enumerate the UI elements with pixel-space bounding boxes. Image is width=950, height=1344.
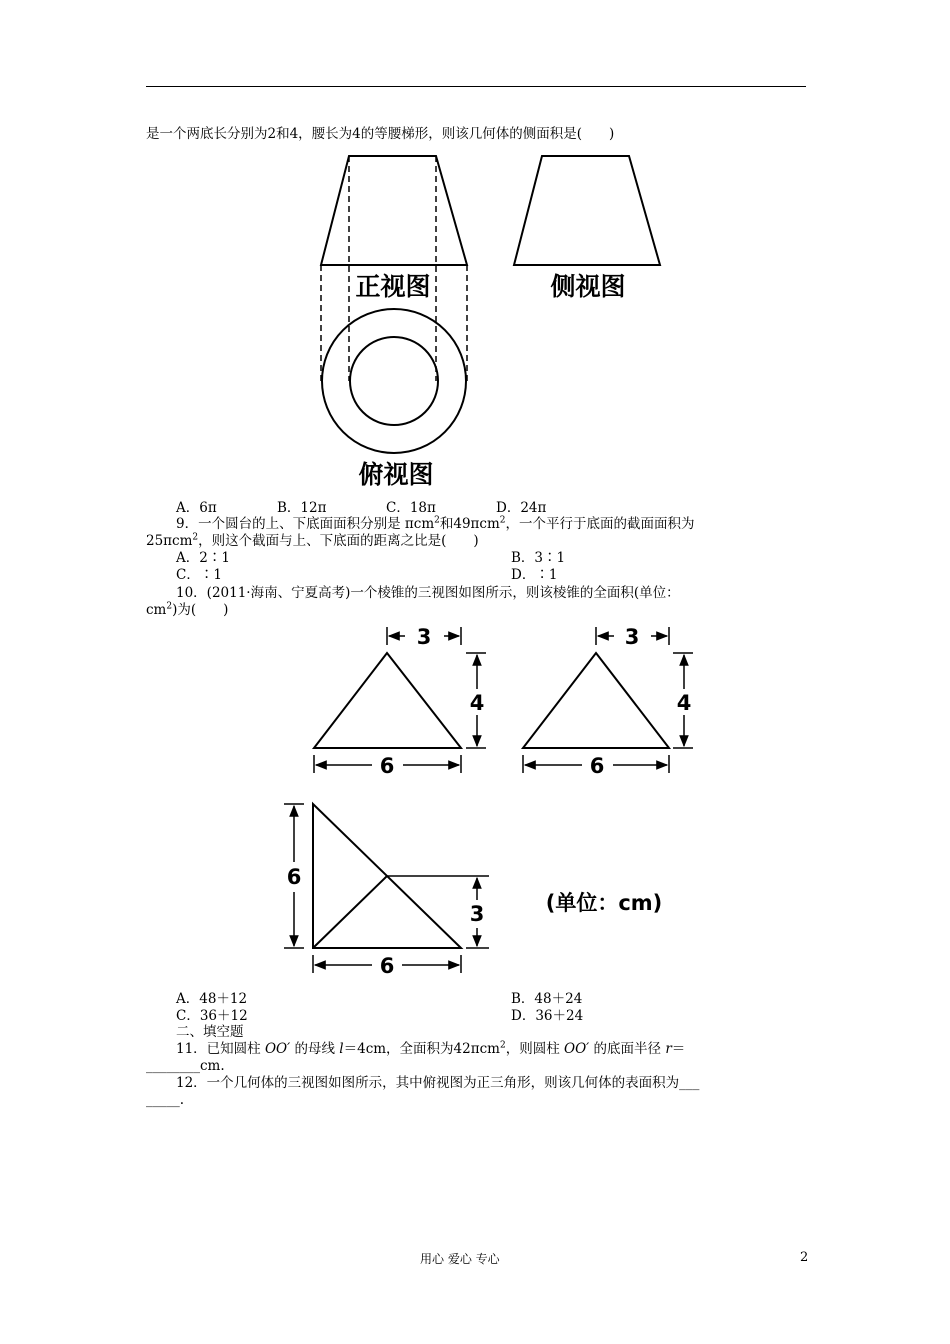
front-base-dim-label: 6 xyxy=(379,754,395,778)
pyramid-front-triangle xyxy=(314,653,461,748)
q11-line2: ________cm. xyxy=(146,1058,225,1074)
q8-option-a: A．6π xyxy=(176,500,217,516)
footer-text: 用心 爱心 专心 xyxy=(420,1252,500,1266)
q9-option-a: A．2∶1 xyxy=(176,550,230,566)
q11-line1: 11．已知圆柱 OO′ 的母线 l＝4cm，全面积为42πcm$^2$，则圆柱 OO′ 的底面半径 r＝ xyxy=(176,1040,686,1057)
section-heading: 二、填空题 xyxy=(176,1024,244,1040)
q8-option-c: C．18π xyxy=(386,500,436,516)
front-top-dim-label: 3 xyxy=(416,625,432,649)
front-view-label: 正视图 xyxy=(355,272,431,301)
q9-option-c: C．∶1 xyxy=(176,567,222,583)
front-height-dim-label: 4 xyxy=(469,691,485,715)
q9-line1: 9．一个圆台的上、下底面面积分别是 πcm$^2$和49πcm$^2$，一个平行于底面的截面面积为 xyxy=(176,515,695,532)
q10-line2: $cm^2$)为( ) xyxy=(146,601,229,618)
q10-option-d: D．36＋24 xyxy=(511,1008,584,1024)
q12-line2: _____. xyxy=(146,1092,185,1108)
q10-option-c: C．36＋12 xyxy=(176,1008,248,1024)
q10-line1: 10．(2011·海南、宁夏高考)一个棱锥的三视图如图所示，则该棱锥的全面积(单位： xyxy=(176,585,680,601)
q9-line2: 25πcm$^2$，则这个截面与上、下底面的距离之比是( ) xyxy=(146,532,479,549)
page-number: 2 xyxy=(800,1250,809,1265)
unit-label: (单位：cm) xyxy=(545,891,663,915)
side-view-label: 侧视图 xyxy=(550,272,626,301)
top-partial-dim-label: 3 xyxy=(469,902,485,926)
top-base-dim-label: 6 xyxy=(379,954,395,978)
q10-option-b: B．48＋24 xyxy=(511,991,583,1007)
q8-option-b: B．12π xyxy=(277,500,327,516)
top-view-label: 俯视图 xyxy=(358,460,434,489)
pyramid-top-inner-line xyxy=(313,876,387,948)
q12-line1: 12．一个几何体的三视图如图所示，其中俯视图为正三角形，则该几何体的表面积为___ xyxy=(176,1075,700,1091)
q8-option-d: D．24π xyxy=(496,500,547,516)
q10-option-a: A．48＋12 xyxy=(176,991,248,1007)
q9-option-b: B．3∶1 xyxy=(511,550,566,566)
intro-line: 是一个两底长分别为2和4，腰长为4的等腰梯形，则该几何体的侧面积是( ) xyxy=(146,126,615,142)
side-top-dim-label: 3 xyxy=(624,625,640,649)
side-base-dim-label: 6 xyxy=(589,754,605,778)
side-height-dim-label: 4 xyxy=(676,691,692,715)
top-height-dim-label: 6 xyxy=(286,865,302,889)
q9-option-d: D．∶1 xyxy=(511,567,558,583)
pyramid-side-triangle xyxy=(523,653,669,748)
